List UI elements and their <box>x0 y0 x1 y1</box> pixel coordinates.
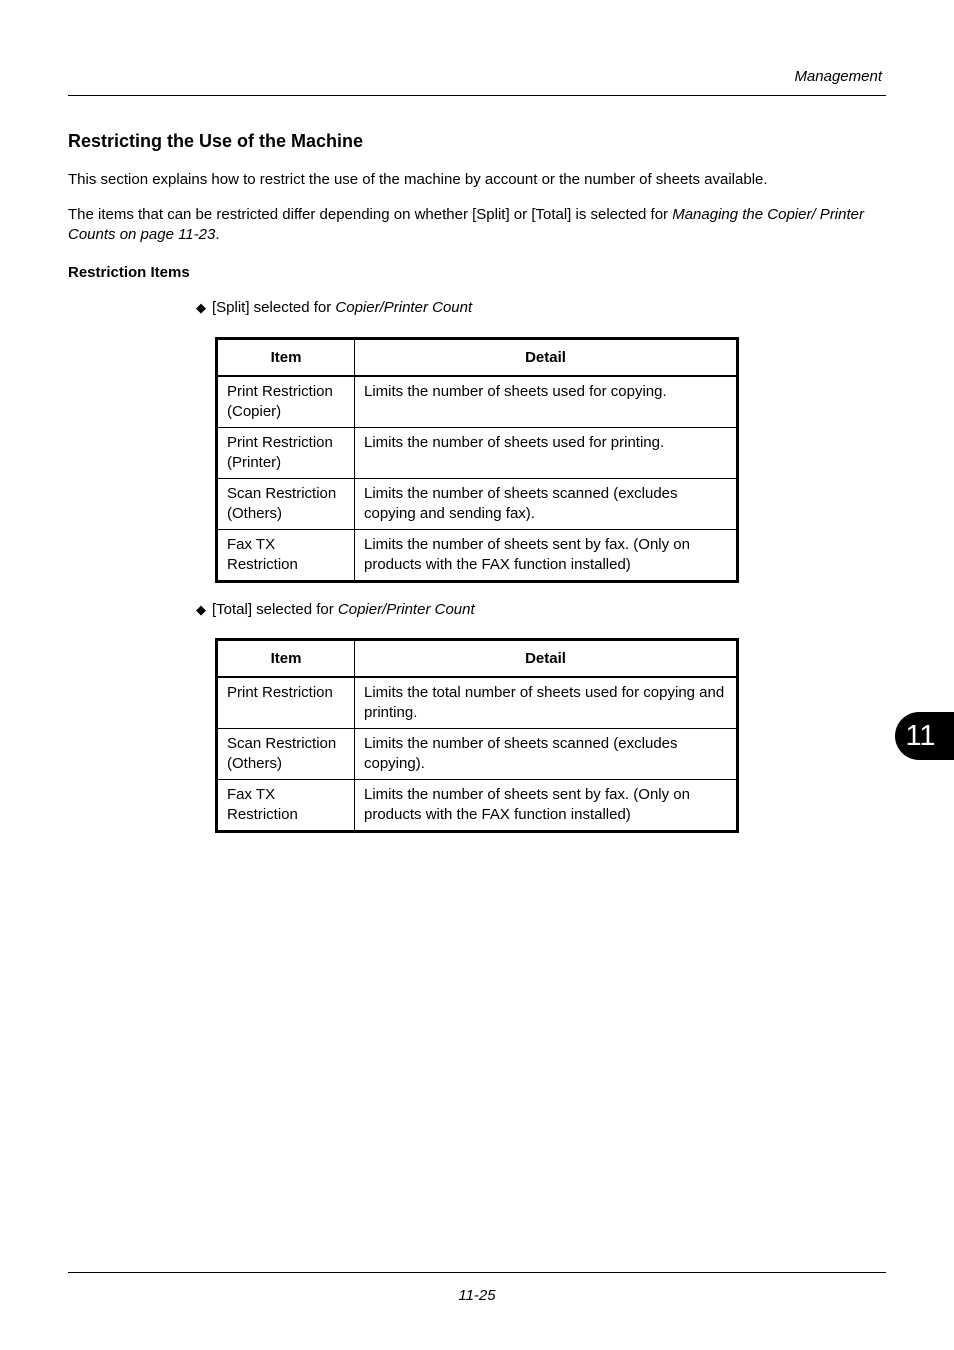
diamond-icon: ◆ <box>196 602 206 617</box>
table-header-row <box>217 640 738 678</box>
item-cell: Print Restriction (Printer) <box>217 428 355 479</box>
item-cell: Print Restriction (Copier) <box>217 376 355 428</box>
differ-end: . <box>215 226 220 243</box>
table-row <box>217 530 738 582</box>
differ-text: The items that can be restricted differ depending on whether [Split] or [Total] is selected for <box>68 206 673 223</box>
table-row <box>217 677 738 729</box>
detail-cell: Limits the number of sheets scanned (excludes copying and sending fax). <box>355 479 738 530</box>
section-title: Restricting the Use of the Machine <box>68 131 364 151</box>
restriction-items-heading: Restriction Items <box>68 264 190 281</box>
table-header-row <box>217 339 738 377</box>
detail-cell: Limits the total number of sheets used for copying and printing. <box>355 677 738 729</box>
item-cell: Scan Restriction (Others) <box>217 729 355 780</box>
differ-paragraph <box>68 205 880 245</box>
split-bullet-italic: Copier/Printer Count <box>335 299 473 316</box>
item-cell: Scan Restriction (Others) <box>217 479 355 530</box>
table-row <box>217 729 738 780</box>
column-header-item: Item <box>217 339 355 377</box>
detail-cell: Limits the number of sheets scanned (excludes copying). <box>355 729 738 780</box>
item-cell: Fax TX Restriction <box>217 530 355 582</box>
footer-rule <box>68 1272 886 1273</box>
page-number: 11-25 <box>458 1287 496 1304</box>
table-row <box>217 479 738 530</box>
split-restriction-table <box>215 337 739 583</box>
column-header-item: Item <box>217 640 355 678</box>
split-bullet <box>196 298 472 318</box>
diamond-icon: ◆ <box>196 300 206 315</box>
column-header-detail: Detail <box>355 339 738 377</box>
cross-reference-link[interactable]: Managing the Copier/ Printer Counts on page 11-23 <box>68 206 864 243</box>
chapter-tab: 11 <box>895 712 954 760</box>
table-row <box>217 376 738 428</box>
running-header: Management <box>794 68 882 85</box>
split-bullet-text: [Split] selected for <box>212 299 336 316</box>
total-bullet-text: [Total] selected for <box>212 601 338 618</box>
detail-cell: Limits the number of sheets used for printing. <box>355 428 738 479</box>
detail-cell: Limits the number of sheets sent by fax. (Only on products with the FAX function installed) <box>355 780 738 832</box>
item-cell: Fax TX Restriction <box>217 780 355 832</box>
detail-cell: Limits the number of sheets sent by fax. (Only on products with the FAX function installed) <box>355 530 738 582</box>
item-cell: Print Restriction <box>217 677 355 729</box>
header-rule <box>68 95 886 96</box>
table-row <box>217 780 738 832</box>
total-bullet <box>196 600 475 620</box>
total-restriction-table <box>215 638 739 833</box>
column-header-detail: Detail <box>355 640 738 678</box>
intro-paragraph: This section explains how to restrict the use of the machine by account or the number of sheets available. <box>68 171 768 188</box>
table-row <box>217 428 738 479</box>
total-bullet-italic: Copier/Printer Count <box>337 601 475 618</box>
detail-cell: Limits the number of sheets used for copying. <box>355 376 738 428</box>
